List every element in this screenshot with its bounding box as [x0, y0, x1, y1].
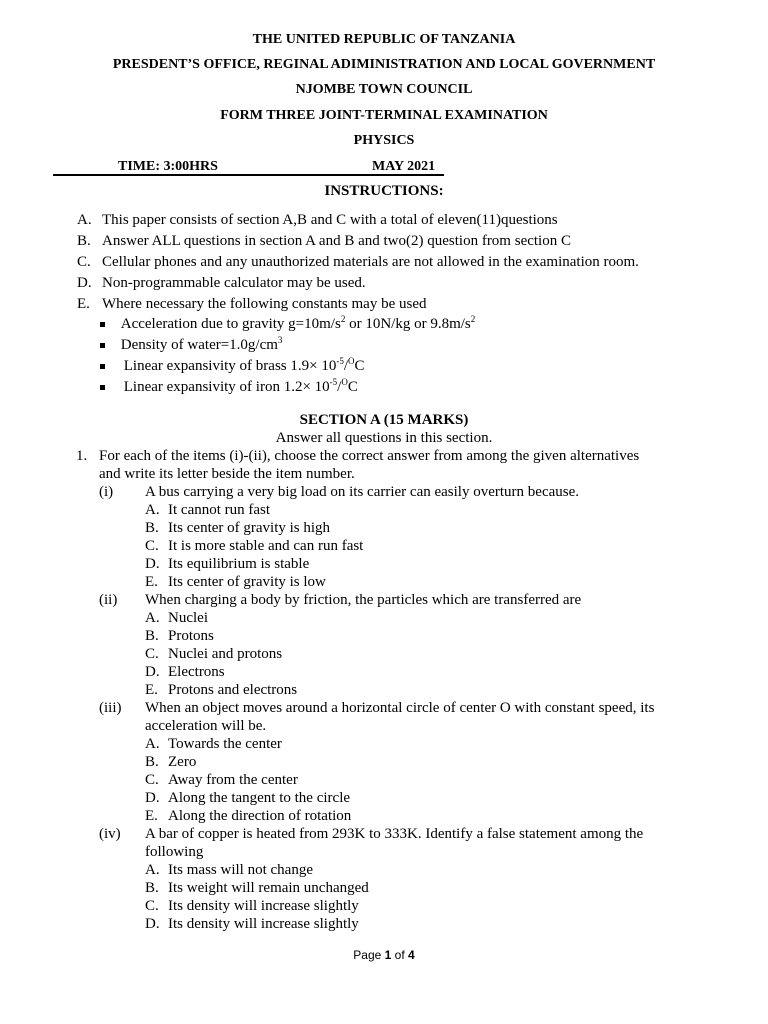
- option-letter: C.: [145, 772, 159, 788]
- item-number: (i): [99, 484, 114, 500]
- constant-gravity: Acceleration due to gravity $g=10m/s^2$ or 10N/kg or $9.8m/s^2$: [100, 316, 475, 333]
- header-country: THE UNITED REPUBLIC OF TANZANIA: [252, 32, 516, 47]
- option-letter: B.: [145, 754, 159, 770]
- instruction-letter: C.: [77, 254, 91, 270]
- page-footer: Page 1 of 4: [353, 948, 415, 962]
- option-text: Its center of gravity is high: [168, 520, 331, 536]
- instruction-text: Answer ALL questions in section A and B and two(2) question from section C: [102, 233, 571, 249]
- header-subject: PHYSICS: [353, 133, 415, 148]
- header-council: NJOMBE TOWN COUNCIL: [295, 82, 473, 97]
- option-text: Away from the center: [168, 772, 298, 788]
- question-number: 1.: [76, 448, 88, 464]
- constant-brass: Linear expansivity of brass $1.9\times 10^{-5}/^OC$: [100, 358, 365, 375]
- question-text: and write its letter beside the item number.: [99, 466, 355, 482]
- option-letter: C.: [145, 538, 159, 554]
- option-letter: A.: [145, 610, 160, 626]
- instruction-text: This paper consists of section A,B and C with a total of eleven(11)questions: [102, 212, 558, 228]
- item-stem: following: [145, 844, 204, 860]
- item-stem: When an object moves around a horizontal circle of center O with constant speed, its: [145, 700, 655, 716]
- option-text: Along the direction of rotation: [168, 808, 352, 824]
- instruction-text: Cellular phones and any unauthorized materials are not allowed in the examination room.: [102, 254, 639, 270]
- option-text: Nuclei and protons: [168, 646, 283, 662]
- option-text: Along the tangent to the circle: [168, 790, 351, 806]
- header-office: PRESDENT’S OFFICE, REGINAL ADIMINISTRATION AND LOCAL GOVERNMENT: [112, 57, 656, 72]
- bullet-icon: [100, 343, 105, 348]
- option-letter: E.: [145, 808, 158, 824]
- bullet-icon: [100, 364, 105, 369]
- option-letter: E.: [145, 682, 158, 698]
- option-text: It cannot run fast: [168, 502, 271, 518]
- option-letter: A.: [145, 736, 160, 752]
- option-text: Protons and electrons: [168, 682, 298, 698]
- option-text: Its equilibrium is stable: [168, 556, 310, 572]
- option-letter: A.: [145, 502, 160, 518]
- bullet-icon: [100, 385, 105, 390]
- item-number: (ii): [99, 592, 118, 608]
- constant-iron: Linear expansivity of iron $1.2\times 10^{-5}/^OC$: [100, 379, 358, 396]
- option-letter: A.: [145, 862, 160, 878]
- option-letter: D.: [145, 664, 160, 680]
- option-letter: B.: [145, 520, 159, 536]
- option-text: Electrons: [168, 664, 225, 680]
- option-letter: C.: [145, 646, 159, 662]
- instructions-title: INSTRUCTIONS:: [324, 183, 444, 199]
- option-text: Its mass will not change: [168, 862, 313, 878]
- item-number: (iv): [99, 826, 121, 842]
- option-letter: D.: [145, 556, 160, 572]
- section-a-subtitle: Answer all questions in this section.: [275, 430, 493, 446]
- option-letter: D.: [145, 790, 160, 806]
- option-text: Towards the center: [168, 736, 282, 752]
- option-text: Protons: [168, 628, 214, 644]
- question-text: For each of the items (i)-(ii), choose the correct answer from among the given alternatives: [99, 448, 640, 464]
- option-letter: E.: [145, 574, 158, 590]
- section-a-title: SECTION A (15 MARKS): [299, 412, 469, 428]
- option-text: Its density will increase slightly: [168, 898, 359, 914]
- exam-date: MAY 2021: [372, 159, 436, 174]
- header-exam: FORM THREE JOINT-TERMINAL EXAMINATION: [220, 108, 548, 123]
- constant-density: Density of $water=1.0g/cm^3$: [100, 337, 282, 354]
- option-letter: B.: [145, 628, 159, 644]
- item-stem: When charging a body by friction, the particles which are transferred are: [145, 592, 582, 608]
- option-text: Its weight will remain unchanged: [168, 880, 369, 896]
- item-stem: A bus carrying a very big load on its carrier can easily overturn because.: [145, 484, 580, 500]
- option-text: Zero: [168, 754, 197, 770]
- option-letter: D.: [145, 916, 160, 932]
- instruction-letter: E.: [77, 296, 90, 312]
- exam-time: TIME: 3:00HRS: [118, 159, 218, 174]
- option-letter: B.: [145, 880, 159, 896]
- item-number: (iii): [99, 700, 122, 716]
- instruction-letter: D.: [77, 275, 92, 291]
- instruction-text: Where necessary the following constants may be used: [102, 296, 427, 312]
- instruction-letter: B.: [77, 233, 91, 249]
- option-letter: C.: [145, 898, 159, 914]
- option-text: Nuclei: [168, 610, 208, 626]
- header-rule: [53, 174, 444, 176]
- option-text: Its density will increase slightly: [168, 916, 359, 932]
- item-stem: A bar of copper is heated from 293K to 333K. Identify a false statement among the: [145, 826, 644, 842]
- instruction-text: Non-programmable calculator may be used.: [102, 275, 366, 291]
- instruction-letter: A.: [77, 212, 92, 228]
- bullet-icon: [100, 322, 105, 327]
- item-stem: acceleration will be.: [145, 718, 267, 734]
- option-text: Its center of gravity is low: [168, 574, 326, 590]
- option-text: It is more stable and can run fast: [168, 538, 364, 554]
